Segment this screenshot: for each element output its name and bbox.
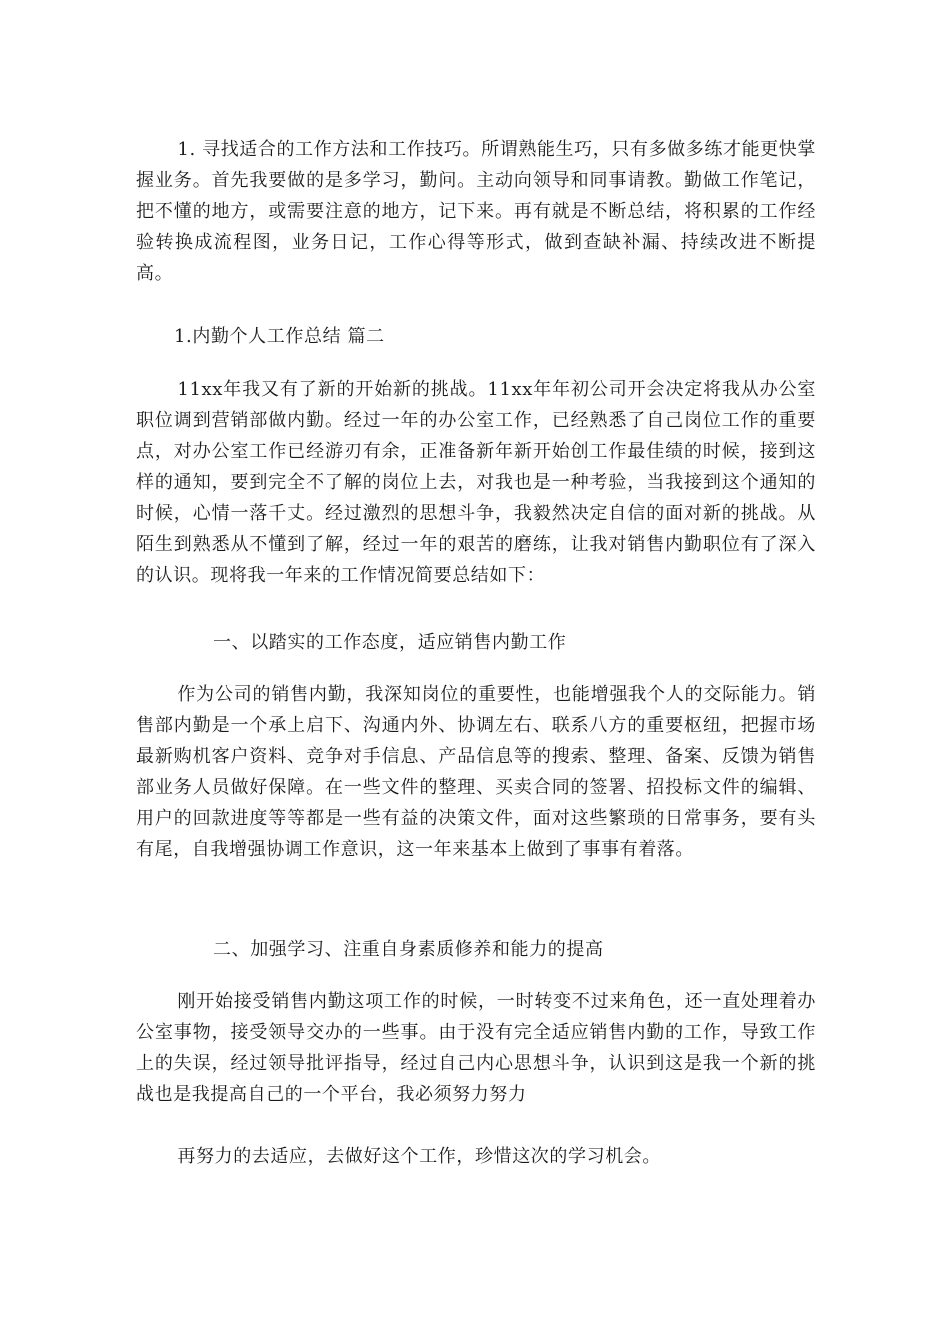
paragraph-sales-support: 作为公司的销售内勤，我深知岗位的重要性，也能增强我个人的交际能力。销售部内勤是一个承上启下、沟通内外、协调左右、联系八方的重要枢纽，把握市场最新购机客户资料、竞争对手信息、产品信息等的搜索、整理、备案、反馈为销售部业务人员做好保障。在一些文件的整理、买卖合同的签署、招投标文件的编辑、用户的回款进度等等都是一些有益的决策文件，面对这些繁琐的日常事务，要有头有尾，自我增强协调工作意识，这一年来基本上做到了事事有着落。 [136,684,816,860]
paragraph-work-methods: 1. 寻找适合的工作方法和工作技巧。所谓熟能生巧，只有多做多练才能更快掌握业务。首先我要做的是多学习，勤问。主动向领导和同事请教。勤做工作笔记，把不懂的地方，或需要注意的地方，记下来。再有就是不断总结，将积累的工作经验转换成流程图，业务日记，工作心得等形式，做到查缺补漏、持续改进不断提高。 [136,139,816,284]
paragraph-keep-trying: 再努力的去适应，去做好这个工作，珍惜这次的学习机会。 [177,1146,661,1167]
heading-learning: 二、加强学习、注重自身素质修养和能力的提高 [213,939,604,960]
paragraph-adapting: 刚开始接受销售内勤这项工作的时候，一时转变不过来角色，还一直处理着办公室事物，接受领导交办的一些事。由于没有完全适应销售内勤的工作，导致工作上的失误，经过领导批评指导，经过自己内心思想斗争，认识到这是我一个新的挑战也是我提高自己的一个平台，我必须努力努力 [136,991,816,1105]
paragraph-new-challenge: 11xx年我又有了新的开始新的挑战。11xx年年初公司开会决定将我从办公室职位调到营销部做内勤。经过一年的办公室工作，已经熟悉了自己岗位工作的重要点，对办公室工作已经游刃有余，正准备新年新开始创工作最佳绩的时候，接到这样的通知，要到完全不了解的岗位上去，对我也是一种考验，当我接到这个通知的时候，心情一落千丈。经过激烈的思想斗争，我毅然决定自信的面对新的挑战。从陌生到熟悉从不懂到了解，经过一年的艰苦的磨练，让我对销售内勤职位有了深入的认识。现将我一年来的工作情况简要总结如下： [136,379,816,586]
section-title: 1.内勤个人工作总结 篇二 [174,326,385,347]
heading-attitude: 一、以踏实的工作态度，适应销售内勤工作 [213,632,567,653]
